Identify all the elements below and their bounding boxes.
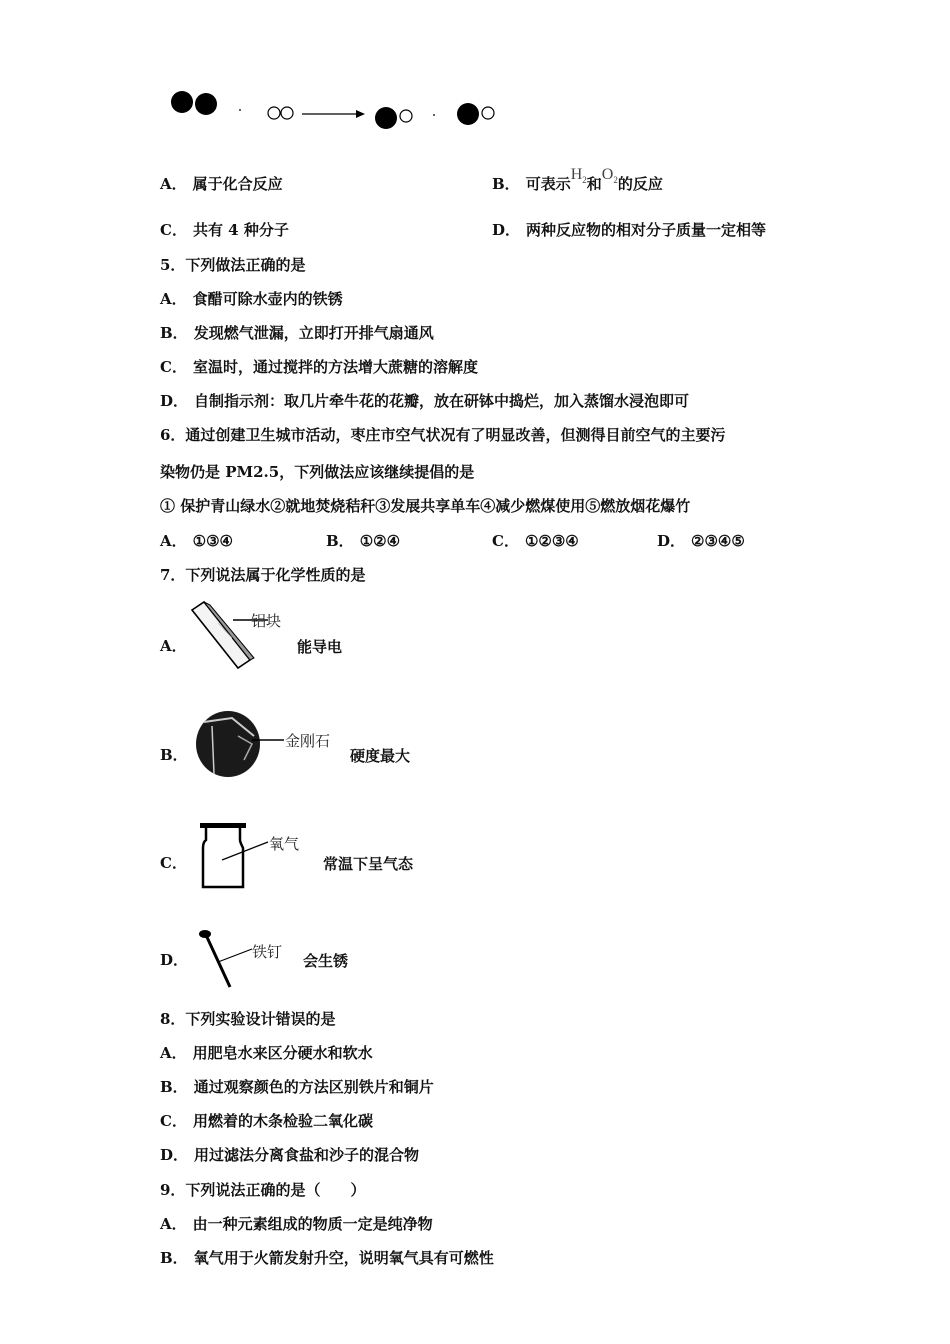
q5-option-d: D． 自制指示剂：取几片牵牛花的花瓣，放在研钵中捣烂，加入蒸馏水浸泡即可: [160, 392, 690, 410]
q5-option-c: C． 室温时，通过搅拌的方法增大蔗糖的溶解度: [160, 358, 478, 376]
q6-stem-line2: 染物仍是 PM2.5，下列做法应该继续提倡的是: [160, 463, 475, 481]
q7-stem: 7．下列说法属于化学性质的是: [160, 566, 366, 584]
diamond-label: 金刚石: [285, 732, 331, 750]
q9-option-a: A． 由一种元素组成的物质一定是纯净物: [160, 1215, 433, 1233]
q6-option-d: D． ②③④⑤: [657, 532, 745, 550]
q4-option-b: B． 可表示$H_2$和$O_2$的反应: [492, 166, 663, 193]
q7-option-b-text: 硬度最大: [350, 747, 411, 765]
q8-option-d: D． 用过滤法分离食盐和沙子的混合物: [160, 1146, 420, 1164]
aluminum-block-figure: [188, 598, 298, 670]
q4-option-c: C． 共有 4 种分子: [160, 221, 289, 239]
h2-formula: $H_2$: [570, 166, 587, 186]
q5-stem: 5．下列做法正确的是: [160, 256, 306, 274]
q6-option-c: C． ①②③④: [492, 532, 579, 550]
gas-bottle-figure: [198, 820, 308, 892]
q7-option-c-label: C．: [160, 854, 187, 872]
iron-nail-label: 铁钉: [252, 943, 283, 961]
q6-items: ① 保护青山绿水②就地焚烧秸秆③发展共享单车④减少燃煤使用⑤燃放烟花爆竹: [160, 497, 691, 515]
q8-option-c: C． 用燃着的木条检验二氧化碳: [160, 1112, 373, 1130]
q8-stem: 8．下列实验设计错误的是: [160, 1010, 336, 1028]
reaction-diagram: [160, 80, 520, 140]
reactant-black-molecule: [171, 91, 217, 115]
q4-option-a: A． 属于化合反应: [160, 175, 283, 193]
diamond-figure: [192, 708, 292, 780]
q7-option-c-text: 常温下呈气态: [323, 855, 414, 873]
aluminum-block-label: 铝块: [251, 612, 282, 630]
q7-option-a-label: A．: [160, 637, 187, 655]
q6-option-a: A． ①③④: [160, 532, 233, 550]
q8-option-a: A． 用肥皂水来区分硬水和软水: [160, 1044, 373, 1062]
q5-option-a: A． 食醋可除水壶内的铁锈: [160, 290, 343, 308]
q9-stem: 9．下列说法正确的是（ ）: [160, 1181, 366, 1199]
o2-formula: $O_2$: [601, 166, 618, 186]
oxygen-label: 氧气: [269, 835, 300, 853]
reactant-white-molecule: [268, 107, 293, 119]
q5-option-b: B． 发现燃气泄漏，立即打开排气扇通风: [160, 324, 434, 342]
product-molecule-2: [457, 103, 494, 125]
q6-stem-line1: 6．通过创建卫生城市活动，枣庄市空气状况有了明显改善，但测得目前空气的主要污: [160, 426, 726, 444]
q6-option-b: B． ①②④: [326, 532, 401, 550]
q7-option-b-label: B．: [160, 746, 188, 764]
q7-option-d-text: 会生锈: [303, 952, 349, 970]
q7-option-d-label: D．: [160, 951, 189, 969]
q7-option-a-text: 能导电: [297, 638, 343, 656]
arrow-icon: [302, 110, 365, 118]
product-molecule-1: [375, 107, 412, 129]
q4-option-d: D． 两种反应物的相对分子质量一定相等: [492, 221, 767, 239]
q8-option-b: B． 通过观察颜色的方法区别铁片和铜片: [160, 1078, 434, 1096]
q9-option-b: B． 氧气用于火箭发射升空，说明氧气具有可燃性: [160, 1249, 494, 1267]
